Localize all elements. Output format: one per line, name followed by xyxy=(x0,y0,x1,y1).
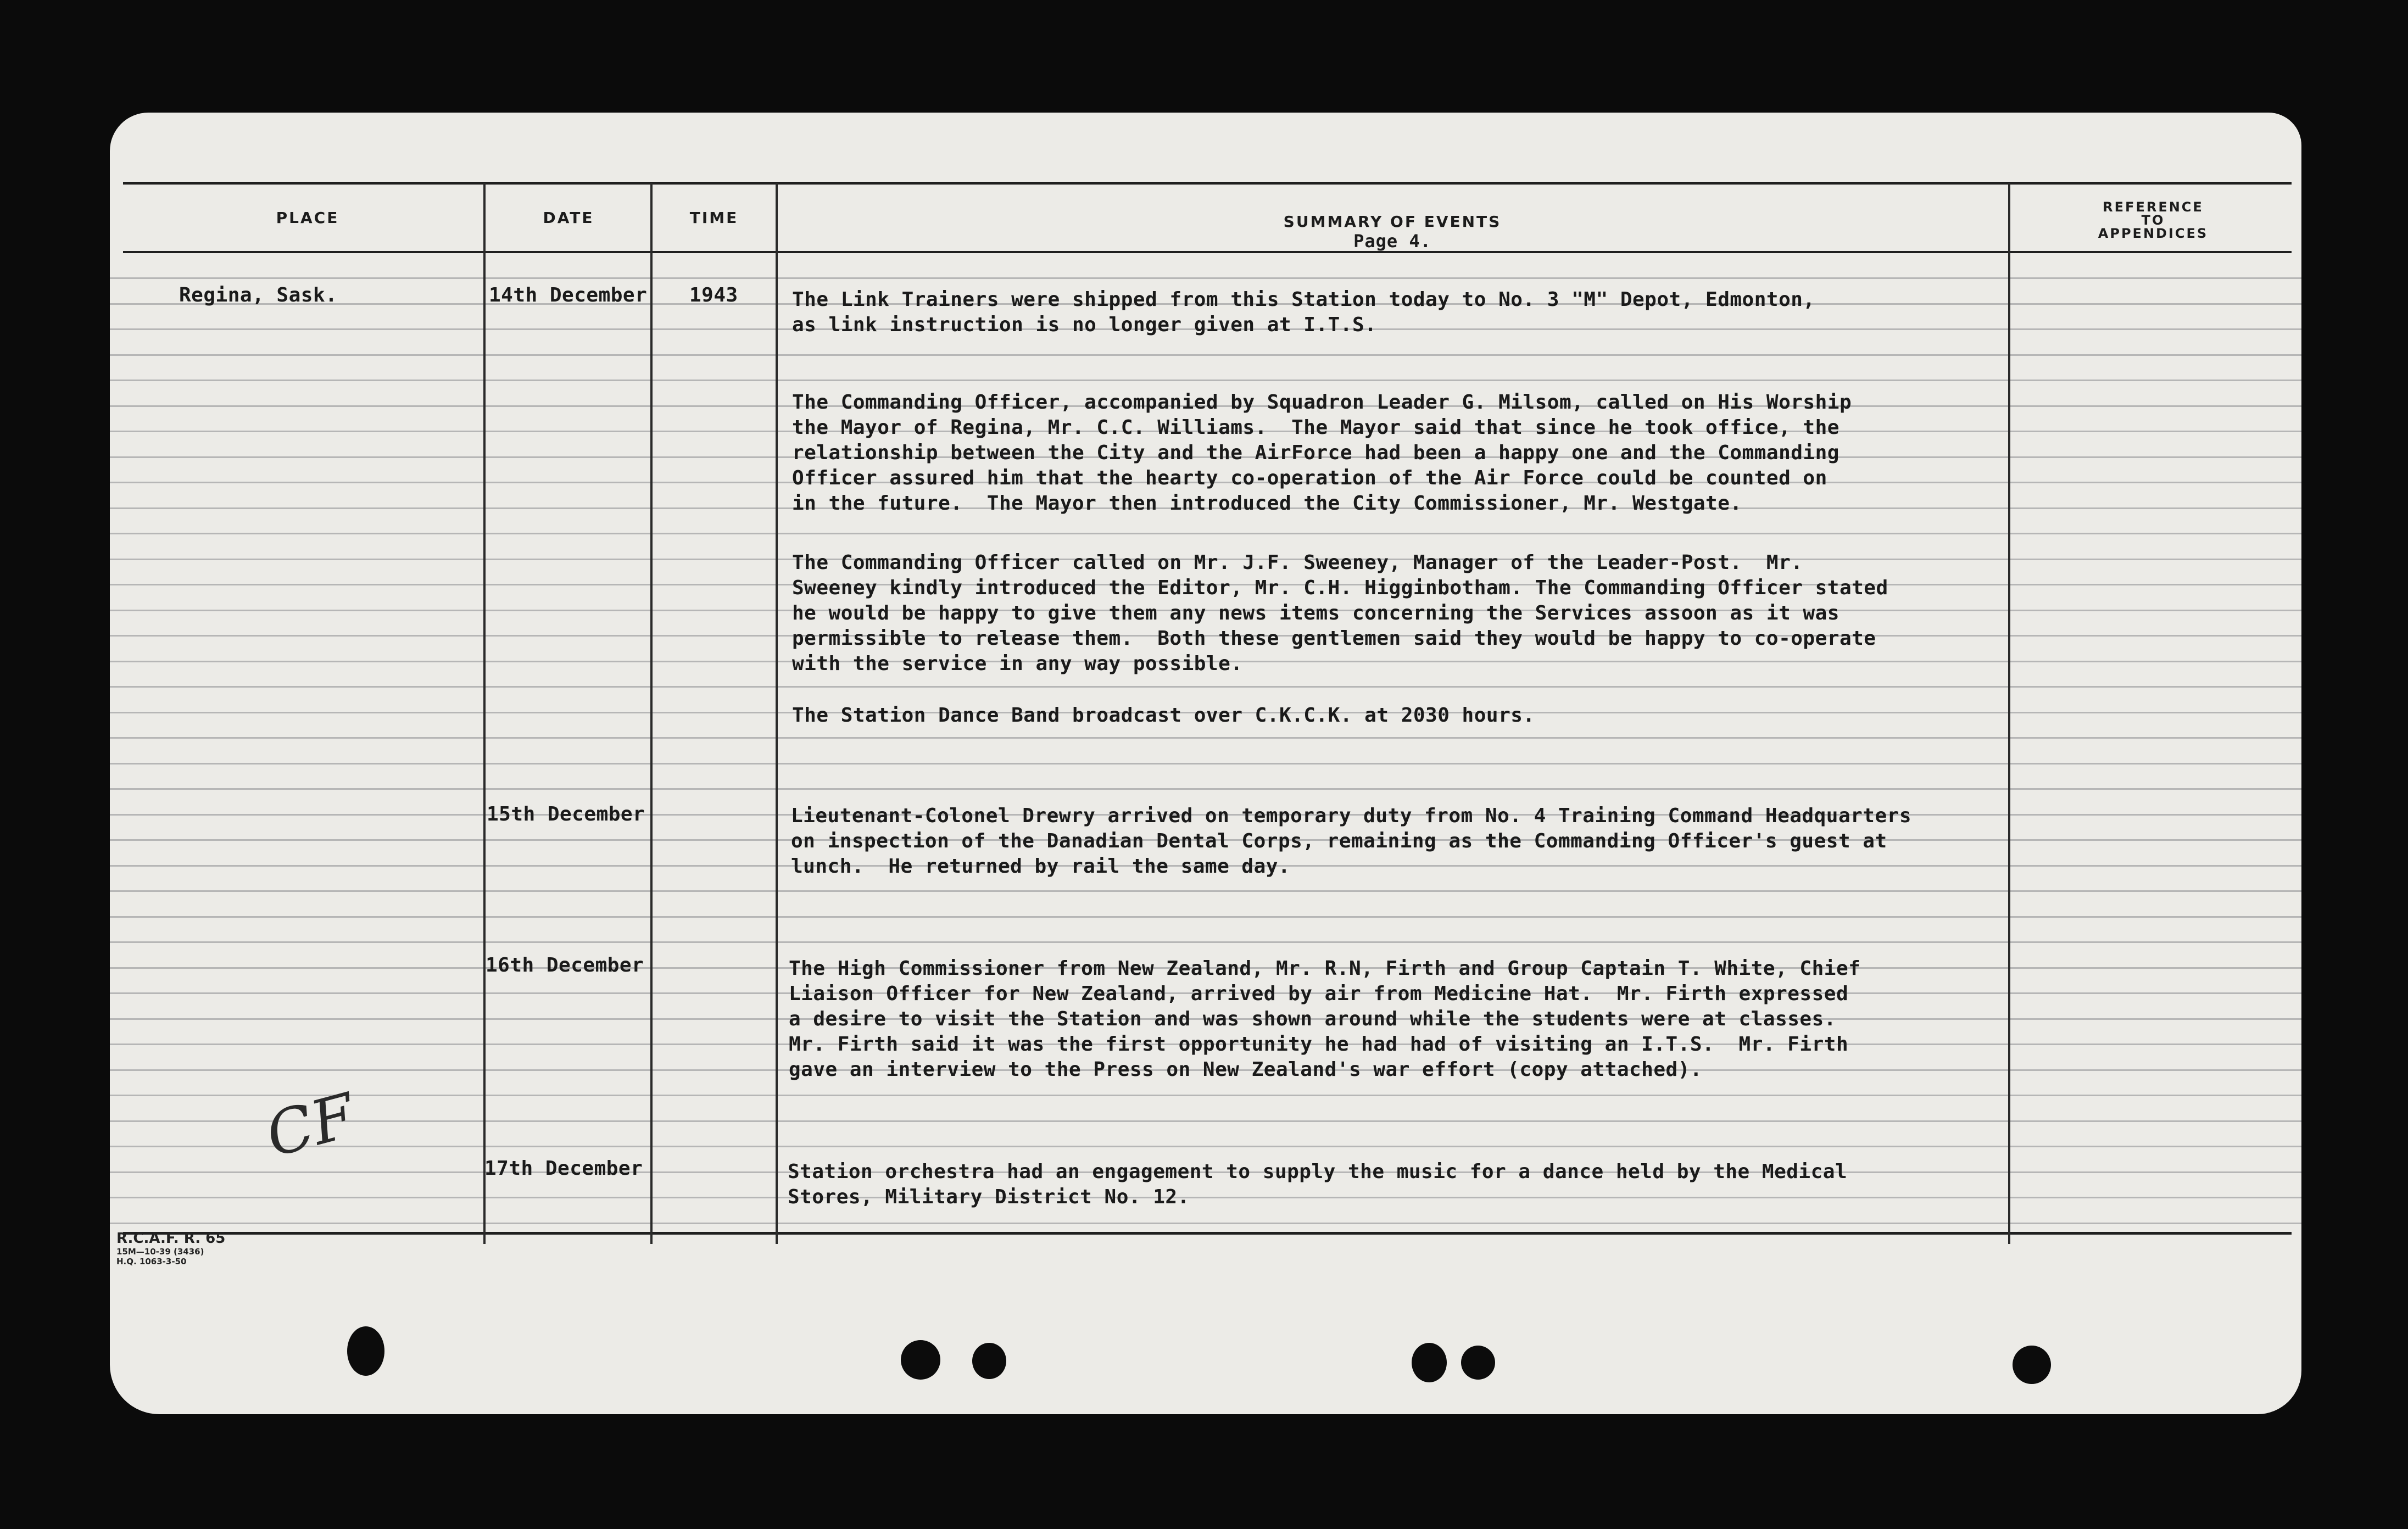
ruled-line xyxy=(110,686,2301,688)
header-summary-title: SUMMARY OF EVENTS xyxy=(1283,213,1502,231)
ruled-line xyxy=(110,533,2301,534)
form-code: R.C.A.F. R. 65 xyxy=(116,1230,226,1247)
column-divider-summary xyxy=(2008,183,2010,1244)
entry-place: Regina, Sask. xyxy=(179,284,338,306)
header-summary xyxy=(785,213,1999,252)
header-time: TIME xyxy=(689,209,739,227)
column-divider-time xyxy=(776,183,778,1244)
punch-hole xyxy=(347,1326,384,1376)
punch-hole xyxy=(1461,1346,1495,1380)
ruled-line xyxy=(110,1120,2301,1122)
footer-border xyxy=(123,1232,2292,1235)
header-top-border xyxy=(123,182,2292,185)
punch-hole xyxy=(2013,1346,2051,1384)
punch-hole xyxy=(901,1340,940,1380)
header-date: DATE xyxy=(543,209,594,227)
entry-date: 17th December xyxy=(484,1157,643,1180)
ruled-line xyxy=(110,737,2301,739)
ruled-line xyxy=(110,277,2301,279)
entry-time: 1943 xyxy=(689,284,738,306)
entry-paragraph: Station orchestra had an engagement to supply the music for a dance held by the Medical Stores, Military District No. 12. xyxy=(788,1160,1848,1208)
ruled-line xyxy=(110,916,2301,918)
entry-paragraph: The Commanding Officer called on Mr. J.F. Sweeney, Manager of the Leader-Post. Mr. Sweeney kindly introduced the Editor, Mr. C.H. Higginbotham. The Commanding Officer stated he would be happy to give them any news items concerning the Services assoon as it was permissible to release them. Both these gentlemen said they would be happy to co-operate with the service in any way possible. xyxy=(792,551,1888,675)
form-print-line: 15M—10-39 (3436) xyxy=(116,1247,204,1257)
form-hq-line: H.Q. 1063-3-50 xyxy=(116,1257,187,1266)
ruled-line xyxy=(110,1095,2301,1096)
column-divider-date xyxy=(650,183,653,1244)
entry-paragraph: Lieutenant-Colonel Drewry arrived on temporary duty from No. 4 Training Command Headquarters on inspection of the Danadian Dental Corps, remaining as the Commanding Officer's guest at lunch. He returned by rail the same day. xyxy=(791,805,1911,878)
column-divider-place xyxy=(483,183,486,1244)
form-identifier xyxy=(116,1230,225,1266)
punch-hole xyxy=(972,1343,1006,1379)
header-page-number: Page 4. xyxy=(1353,231,1431,252)
ruled-line xyxy=(110,354,2301,356)
entry-paragraph: The Station Dance Band broadcast over C.K.C.K. at 2030 hours. xyxy=(792,704,1535,727)
ruled-line xyxy=(110,763,2301,764)
entry-paragraph: The Commanding Officer, accompanied by Squadron Leader G. Milsom, called on His Worship the Mayor of Regina, Mr. C.C. Williams. The Mayor said that since he took office, the relationship between the City and the AirForce had been a happy one and the Commanding Officer assured him that the hearty co-operation of the Air Force could be counted on in the future. The Mayor then introduced the City Commissioner, Mr. Westgate. xyxy=(792,391,1852,515)
diary-card xyxy=(110,113,2301,1414)
punch-hole xyxy=(1412,1343,1447,1382)
ruled-line xyxy=(110,1223,2301,1224)
ruled-line xyxy=(110,890,2301,892)
entry-date: 14th December xyxy=(489,284,648,306)
entry-date: 15th December xyxy=(487,803,645,825)
entry-date: 16th December xyxy=(486,954,644,976)
header-reference: REFERENCE TO APPENDICES xyxy=(2098,199,2209,241)
ruled-line xyxy=(110,380,2301,381)
entry-paragraph: The Link Trainers were shipped from this Station today to No. 3 "M" Depot, Edmonton, as link instruction is no longer given at I.T.S. xyxy=(792,288,1815,336)
entry-paragraph: The High Commissioner from New Zealand, Mr. R.N, Firth and Group Captain T. White, Chief Liaison Officer for New Zealand, arrived by air from Medicine Hat. Mr. Firth expressed a desire to visit the Station and was shown around while the students were at classes. Mr. Firth said it was the first opportunity he had had of visiting an I.T.S. Mr. Firth gave an interview to the Press on New Zealand's war effort (copy attached). xyxy=(789,957,1861,1081)
ruled-line xyxy=(110,1146,2301,1147)
ruled-line xyxy=(110,941,2301,943)
handwritten-initial: CF xyxy=(259,1080,363,1171)
header-place: PLACE xyxy=(276,209,339,227)
ruled-line xyxy=(110,788,2301,790)
